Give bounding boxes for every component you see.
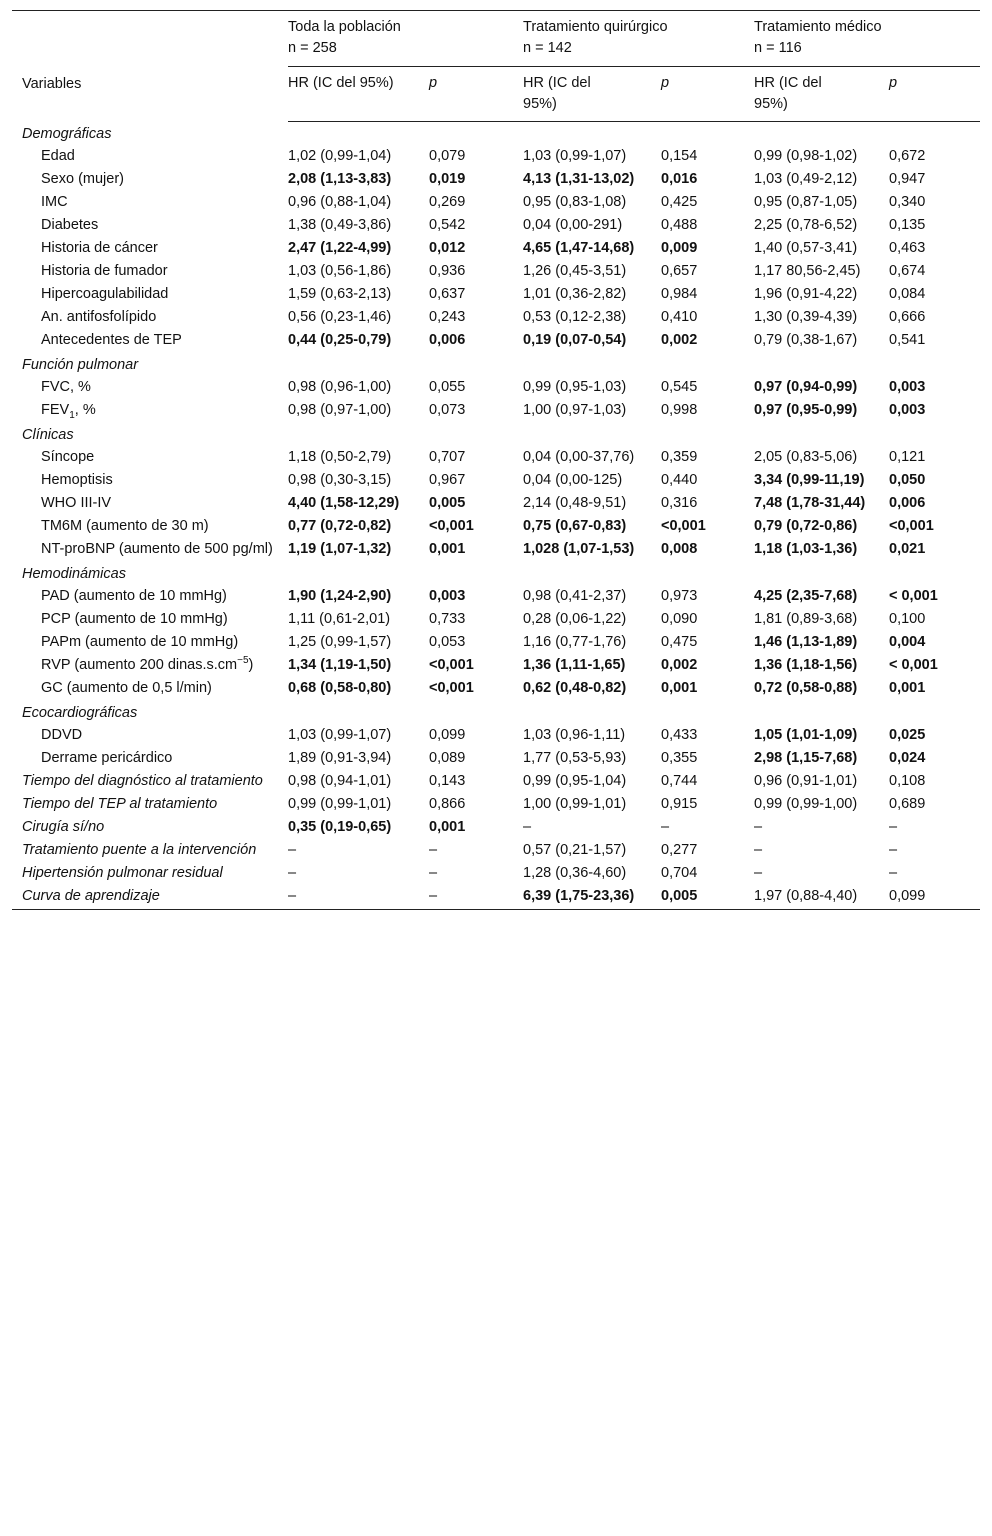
hr-all-cell: 1,11 (0,61-2,01) [288,611,391,627]
row-label-text: FVC, % [41,379,91,395]
hr-medical-cell: 1,03 (0,49-2,12) [754,171,858,187]
hr-all-cell: 1,90 (1,24-2,90) [288,588,392,604]
hr-all-cell: 1,03 (0,99-1,07) [288,727,392,743]
table-row [12,307,980,330]
p-surgical-cell: 0,002 [661,657,698,673]
group-header-surgical: Tratamiento quirúrgico n = 142 [523,11,754,67]
table-row [12,678,980,701]
hr-medical-cell: 1,46 (1,13-1,89) [754,634,858,650]
p-medical-cell: 0,541 [889,332,926,348]
p-medical-cell: 0,006 [889,495,926,511]
table-row [12,261,980,284]
hr-medical-cell: 0,97 (0,95-0,99) [754,402,858,418]
row-label-text: Hipertensión pulmonar residual [22,865,223,881]
p-surgical-cell: 0,154 [661,148,698,164]
hr-all-cell: 0,99 (0,99-1,01) [288,796,392,812]
row-label-text: GC (aumento de 0,5 l/min) [41,680,212,696]
hr-medical-cell: 1,96 (0,91-4,22) [754,286,858,302]
table-row [12,284,980,307]
hr-surgical-cell: 0,99 (0,95-1,03) [523,379,627,395]
row-label-text: TM6M (aumento de 30 m) [41,518,209,534]
hr-all-cell: 1,02 (0,99-1,04) [288,148,392,164]
hr-all-cell: 2,08 (1,13-3,83) [288,171,392,187]
hr-all-cell: – [288,842,297,858]
p-all-cell: – [429,842,438,858]
p-surgical-cell: 0,984 [661,286,698,302]
table-row [12,470,980,493]
p-all-cell: 0,243 [429,309,466,325]
table-row [12,632,980,655]
hr-all-cell: 1,89 (0,91-3,94) [288,750,392,766]
p-medical-cell: 0,108 [889,773,926,789]
row-label-text: FEV [41,402,70,418]
p-surgical-cell: <0,001 [661,518,706,534]
hr-surgical-cell: 0,04 (0,00-37,76) [523,449,635,465]
hr-medical-cell: 2,98 (1,15-7,68) [754,750,858,766]
p-all-cell: 0,079 [429,148,466,164]
row-label-text: WHO III-IV [41,495,112,511]
p-all-cell: 0,005 [429,495,466,511]
results-table-container [12,10,980,910]
table-row [12,169,980,192]
section-row [12,122,980,147]
p-medical-cell: < 0,001 [889,588,938,604]
p-all-cell: 0,733 [429,611,466,627]
section-title: Clínicas [22,427,74,443]
row-label-text: Derrame pericárdico [41,750,173,766]
table-row [12,493,980,516]
p-surgical-cell: – [661,819,670,835]
hr-all-cell: 1,19 (1,07-1,32) [288,541,392,557]
p-all-cell: 0,012 [429,240,466,256]
hr-surgical-cell: 1,028 (1,07-1,53) [523,541,635,557]
table-row [12,794,980,817]
hr-surgical-cell: 1,77 (0,53-5,93) [523,750,627,766]
table-row [12,840,980,863]
hr-medical-cell: 0,95 (0,87-1,05) [754,194,858,210]
row-label-text: Historia de fumador [41,263,168,279]
hr-surgical-cell: 4,13 (1,31-13,02) [523,171,635,187]
hr-medical-cell: 1,40 (0,57-3,41) [754,240,858,256]
row-label-text: An. antifosfolípido [41,309,157,325]
table-row [12,146,980,169]
p-all-cell: <0,001 [429,518,474,534]
hr-medical-cell: 0,79 (0,72-0,86) [754,518,858,534]
table-row [12,817,980,840]
p-medical-cell: 0,463 [889,240,926,256]
hr-surgical-cell: 1,00 (0,99-1,01) [523,796,627,812]
p-all-cell: 0,542 [429,217,466,233]
table-row [12,215,980,238]
hr-surgical-cell: 0,75 (0,67-0,83) [523,518,627,534]
table-row [12,192,980,215]
section-title: Función pulmonar [22,357,139,373]
p-header-all: p [429,67,523,122]
p-medical-cell: 0,340 [889,194,926,210]
p-surgical-cell: 0,277 [661,842,698,858]
p-medical-cell: 0,024 [889,750,926,766]
row-label-text: Diabetes [41,217,99,233]
section-row [12,701,980,725]
hr-medical-cell: 2,25 (0,78-6,52) [754,217,858,233]
p-medical-cell: <0,001 [889,518,934,534]
row-label-text: DDVD [41,727,83,743]
row-label-text: PCP (aumento de 10 mmHg) [41,611,228,627]
p-all-cell: – [429,865,438,881]
hr-all-cell: – [288,886,429,910]
row-label [12,377,288,400]
table-row [12,725,980,748]
hr-medical-cell: – [754,865,763,881]
row-label-text: Hipercoagulabilidad [41,286,169,302]
p-medical-cell: – [889,819,898,835]
p-surgical-cell: 0,488 [661,217,698,233]
row-label [12,678,288,701]
hr-surgical-cell: 6,39 (1,75-23,36) [523,886,661,910]
hr-surgical-cell: 1,00 (0,97-1,03) [523,402,627,418]
hr-medical-cell: – [754,842,763,858]
p-surgical-cell: 0,410 [661,309,698,325]
p-all-cell: – [429,886,523,910]
p-surgical-cell: 0,440 [661,472,698,488]
row-label [12,794,288,817]
hr-surgical-cell: 0,95 (0,83-1,08) [523,194,627,210]
p-medical-cell: 0,666 [889,309,926,325]
hr-medical-cell: – [754,819,763,835]
p-medical-cell: 0,100 [889,611,926,627]
table-row [12,330,980,353]
hr-all-cell: 1,25 (0,99-1,57) [288,634,392,650]
p-surgical-cell: 0,002 [661,332,698,348]
p-medical-cell: 0,672 [889,148,926,164]
hr-medical-cell: 1,30 (0,39-4,39) [754,309,858,325]
p-all-cell: <0,001 [429,680,474,696]
p-surgical-cell: 0,001 [661,680,698,696]
row-label-suffix: ) [248,657,254,673]
p-medical-cell: < 0,001 [889,657,938,673]
p-surgical-cell: 0,090 [661,611,698,627]
row-label-text: Antecedentes de TEP [41,332,182,348]
hazard-ratio-table [12,10,980,910]
table-row [12,238,980,261]
p-medical-cell: 0,674 [889,263,926,279]
table-body [12,122,980,910]
p-surgical-cell: 0,998 [661,402,698,418]
p-all-cell: 0,637 [429,286,466,302]
row-label [12,817,288,840]
table-row [12,886,980,910]
hr-surgical-cell: 1,28 (0,36-4,60) [523,865,627,881]
hr-surgical-cell: 1,01 (0,36-2,82) [523,286,627,302]
p-surgical-cell: 0,545 [661,379,698,395]
hr-all-cell: 0,68 (0,58-0,80) [288,680,392,696]
row-label [12,840,288,863]
p-all-cell: 0,866 [429,796,466,812]
row-label-text: Tratamiento puente a la intervención [22,842,257,858]
row-label-text: Historia de cáncer [41,240,158,256]
row-label [12,725,288,748]
hr-medical-cell: 0,96 (0,91-1,01) [754,773,858,789]
table-row [12,377,980,400]
row-label-text: PAD (aumento de 10 mmHg) [41,588,227,604]
hr-surgical-cell: 2,14 (0,48-9,51) [523,495,627,511]
p-medical-cell: 0,084 [889,286,926,302]
hr-all-cell: 1,59 (0,63-2,13) [288,286,392,302]
hr-all-cell: 0,35 (0,19-0,65) [288,819,392,835]
hr-all-cell: 0,98 (0,97-1,00) [288,402,392,418]
hr-surgical-cell: 0,99 (0,95-1,04) [523,773,627,789]
p-surgical-cell: 0,973 [661,588,698,604]
p-medical-cell: 0,004 [889,634,926,650]
hr-header-surgical: HR (IC del 95%) [523,67,661,122]
table-row [12,539,980,562]
p-all-cell: 0,099 [429,727,466,743]
hr-all-cell: 1,18 (0,50-2,79) [288,449,392,465]
p-all-cell: <0,001 [429,657,474,673]
hr-surgical-cell: 0,57 (0,21-1,57) [523,842,627,858]
row-label [12,516,288,539]
row-label-text: PAPm (aumento de 10 mmHg) [41,634,239,650]
p-all-cell: 0,269 [429,194,466,210]
hr-surgical-cell: 1,03 (0,96-1,11) [523,727,626,743]
p-surgical-cell: 0,915 [661,796,698,812]
hr-all-cell: 0,98 (0,96-1,00) [288,379,392,395]
row-label-text: Sexo (mujer) [41,171,124,187]
p-all-cell: 0,707 [429,449,466,465]
p-medical-cell: 0,050 [889,472,926,488]
hr-surgical-cell: 1,36 (1,11-1,65) [523,657,626,673]
hr-surgical-cell: 1,03 (0,99-1,07) [523,148,627,164]
group-header-medical: Tratamiento médico n = 116 [754,11,980,67]
row-label-text: Síncope [41,449,95,465]
hr-medical-cell: 0,79 (0,38-1,67) [754,332,858,348]
hr-all-cell: 1,34 (1,19-1,50) [288,657,392,673]
section-row [12,423,980,447]
hr-surgical-cell: 0,04 (0,00-291) [523,217,623,233]
row-label-text: Cirugía sí/no [22,819,105,835]
p-medical-cell: 0,021 [889,541,926,557]
hr-medical-cell: 1,18 (1,03-1,36) [754,541,858,557]
table-row [12,748,980,771]
p-surgical-cell: 0,016 [661,171,698,187]
hr-header-all: HR (IC del 95%) [288,67,429,122]
hr-surgical-cell: 0,19 (0,07-0,54) [523,332,627,348]
row-label [12,169,288,192]
row-label-text: IMC [41,194,68,210]
p-surgical-cell: 0,704 [661,865,698,881]
p-surgical-cell: 0,008 [661,541,698,557]
hr-medical-cell: 2,05 (0,83-5,06) [754,449,858,465]
hr-surgical-cell: 0,53 (0,12-2,38) [523,309,627,325]
p-medical-cell: 0,003 [889,402,926,418]
p-all-cell: 0,019 [429,171,466,187]
row-label-text: Tiempo del diagnóstico al tratamiento [22,773,263,789]
hr-medical-cell: 7,48 (1,78-31,44) [754,495,866,511]
row-label [12,470,288,493]
row-label [12,632,288,655]
row-label-text: Curva de aprendizaje [22,888,160,904]
row-label [12,586,288,609]
p-all-cell: 0,001 [429,819,466,835]
hr-medical-cell: 1,36 (1,18-1,56) [754,657,858,673]
hr-all-cell: 0,98 (0,94-1,01) [288,773,392,789]
hr-medical-cell: 0,99 (0,99-1,00) [754,796,858,812]
section-row [12,353,980,377]
table-row [12,771,980,794]
label-subscript: 1 [69,409,75,421]
hr-surgical-cell: 4,65 (1,47-14,68) [523,240,635,256]
p-all-cell: 0,055 [429,379,466,395]
hr-surgical-cell: 0,28 (0,06-1,22) [523,611,627,627]
section-title: Hemodinámicas [22,566,126,582]
p-all-cell: 0,053 [429,634,466,650]
p-medical-cell: 0,135 [889,217,926,233]
row-label [12,215,288,238]
table-row [12,516,980,539]
p-medical-cell: 0,689 [889,796,926,812]
p-medical-cell: 0,099 [889,886,980,910]
row-label [12,261,288,284]
p-medical-cell: 0,121 [889,449,926,465]
row-label [12,400,288,423]
p-surgical-cell: 0,359 [661,449,698,465]
table-row [12,447,980,470]
hr-all-cell: 0,77 (0,72-0,82) [288,518,392,534]
section-row [12,562,980,586]
row-label [12,655,288,678]
row-label [12,609,288,632]
row-label [12,238,288,261]
p-surgical-cell: 0,005 [661,886,754,910]
p-all-cell: 0,089 [429,750,466,766]
p-surgical-cell: 0,744 [661,773,698,789]
p-all-cell: 0,936 [429,263,466,279]
p-surgical-cell: 0,475 [661,634,698,650]
p-all-cell: 0,143 [429,773,466,789]
p-surgical-cell: 0,316 [661,495,698,511]
p-medical-cell: – [889,842,898,858]
row-label [12,192,288,215]
hr-surgical-cell: 1,26 (0,45-3,51) [523,263,627,279]
row-label-text: Tiempo del TEP al tratamiento [22,796,218,812]
table-row [12,400,980,423]
section-title: Ecocardiográficas [22,705,138,721]
row-label [12,539,288,562]
p-surgical-cell: 0,009 [661,240,698,256]
p-all-cell: 0,073 [429,402,466,418]
row-label [12,307,288,330]
hr-medical-cell: 0,97 (0,94-0,99) [754,379,858,395]
row-label [12,284,288,307]
p-all-cell: 0,006 [429,332,466,348]
table-header [12,11,980,122]
hr-medical-cell: 1,17 80,56-2,45) [754,263,861,279]
hr-all-cell: 0,96 (0,88-1,04) [288,194,392,210]
hr-all-cell: 1,38 (0,49-3,86) [288,217,392,233]
p-surgical-cell: 0,657 [661,263,698,279]
hr-medical-cell: 0,99 (0,98-1,02) [754,148,858,164]
hr-surgical-cell: 0,98 (0,41-2,37) [523,588,627,604]
section-title: Demográficas [22,126,112,142]
hr-all-cell: 2,47 (1,22-4,99) [288,240,392,256]
p-medical-cell: 0,947 [889,171,926,187]
variables-header: Variables [22,75,82,92]
hr-all-cell: 1,03 (0,56-1,86) [288,263,392,279]
p-header-surgical: p [661,67,754,122]
row-label [12,146,288,169]
hr-all-cell: – [288,865,297,881]
row-label-text: Hemoptisis [41,472,113,488]
p-all-cell: 0,001 [429,541,466,557]
p-surgical-cell: 0,355 [661,750,698,766]
hr-all-cell: 0,44 (0,25-0,79) [288,332,392,348]
hr-medical-cell: 1,81 (0,89-3,68) [754,611,858,627]
hr-medical-cell: 3,34 (0,99-11,19) [754,472,865,488]
hr-medical-cell: 0,72 (0,58-0,88) [754,680,858,696]
row-label [12,748,288,771]
row-label [12,330,288,353]
row-label [12,447,288,470]
table-row [12,655,980,678]
p-all-cell: 0,967 [429,472,466,488]
hr-medical-cell: 4,25 (2,35-7,68) [754,588,858,604]
p-medical-cell: 0,001 [889,680,926,696]
row-label-text: RVP (aumento 200 dinas.s.cm [41,657,238,673]
p-header-medical: p [889,67,980,122]
row-label [12,863,288,886]
row-label-suffix: , % [74,402,96,418]
row-label-text: Edad [41,148,75,164]
hr-all-cell: 4,40 (1,58-12,29) [288,495,400,511]
row-label [12,886,288,910]
hr-all-cell: 0,56 (0,23-1,46) [288,309,392,325]
hr-surgical-cell: 0,62 (0,48-0,82) [523,680,627,696]
row-label [12,771,288,794]
hr-header-medical: HR (IC del 95%) [754,67,889,122]
table-row [12,609,980,632]
hr-medical-cell: 1,97 (0,88-4,40) [754,886,889,910]
hr-all-cell: 0,98 (0,30-3,15) [288,472,392,488]
p-medical-cell: – [889,865,898,881]
group-header-all: Toda la población n = 258 [288,11,523,67]
p-all-cell: 0,003 [429,588,466,604]
p-surgical-cell: 0,425 [661,194,698,210]
p-medical-cell: 0,025 [889,727,926,743]
hr-surgical-cell: 0,04 (0,00-125) [523,472,623,488]
row-label [12,493,288,516]
hr-medical-cell: 1,05 (1,01-1,09) [754,727,858,743]
hr-surgical-cell: – [523,819,532,835]
table-row [12,863,980,886]
p-medical-cell: 0,003 [889,379,926,395]
label-superscript: −5 [237,655,249,667]
p-surgical-cell: 0,433 [661,727,698,743]
table-row [12,586,980,609]
row-label-text: NT-proBNP (aumento de 500 pg/ml) [41,541,273,557]
hr-surgical-cell: 1,16 (0,77-1,76) [523,634,627,650]
